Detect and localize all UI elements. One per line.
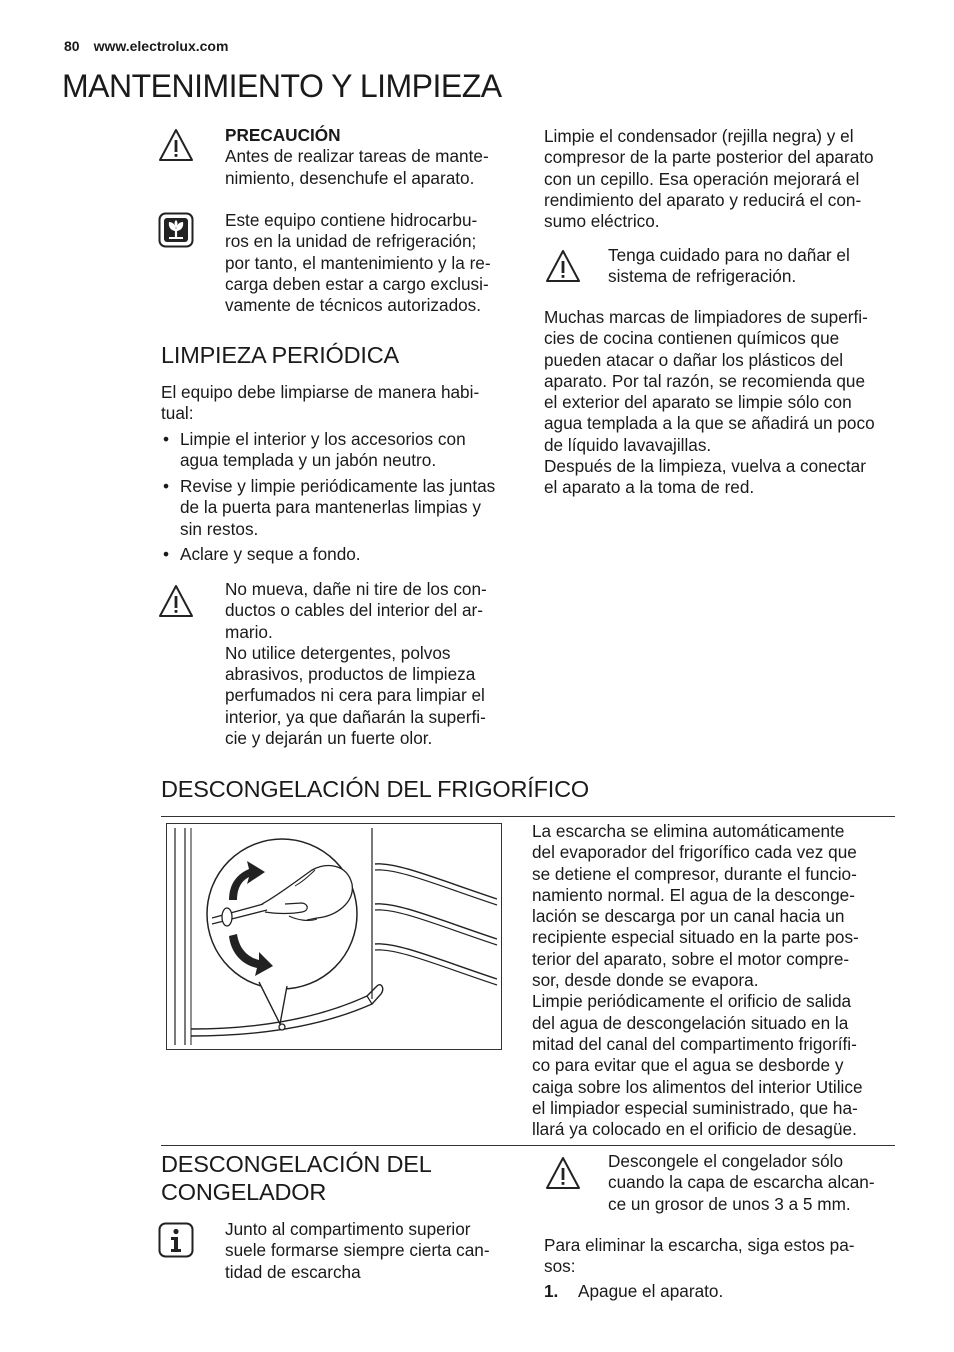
section-heading-periodic: LIMPIEZA PERIÓDICA bbox=[161, 342, 399, 368]
text-line: El equipo debe limpiarse de manera habi- bbox=[161, 382, 480, 402]
caution-line: nimiento, desenchufe el aparato. bbox=[225, 167, 475, 188]
text-line: suele formarse siempre cierta can- bbox=[225, 1240, 490, 1261]
illustration-drawing bbox=[167, 824, 501, 1049]
text-line: pueden atacar o dañar los plásticos del bbox=[544, 349, 844, 370]
text-line: el exterior del aparato se limpie sólo con bbox=[544, 392, 852, 413]
caution-line: Antes de realizar tareas de mante- bbox=[225, 146, 489, 167]
text-line: namiento normal. El agua de la desconge- bbox=[532, 884, 855, 905]
text-line: agua templada y un jabón neutro. bbox=[180, 450, 437, 471]
text-line: compresor de la parte posterior del aparato bbox=[544, 147, 874, 168]
step-text: Apague el aparato. bbox=[578, 1281, 724, 1301]
caution-title: PRECAUCIÓN bbox=[225, 125, 341, 145]
text-line: sin restos. bbox=[180, 518, 259, 539]
page-title: MANTENIMIENTO Y LIMPIEZA bbox=[62, 68, 502, 104]
text-line: co para evitar que el agua se desborde y bbox=[532, 1055, 844, 1076]
text-line: tidad de escarcha bbox=[225, 1261, 361, 1282]
bullet-mark: • bbox=[163, 544, 170, 565]
text-line: rendimiento del aparato y reducirá el con- bbox=[544, 189, 862, 210]
website-url[interactable]: www.electrolux.com bbox=[93, 38, 229, 54]
frost-info-notice bbox=[225, 1219, 520, 1283]
text-line: No mueva, dañe ni tire de los con- bbox=[225, 579, 487, 599]
text-line: carga deben estar a cargo exclusi- bbox=[225, 273, 489, 294]
cleaner-brands-notice bbox=[544, 307, 914, 499]
page-header bbox=[64, 38, 228, 54]
text-line: cie y dejarán un fuerte olor. bbox=[225, 728, 433, 749]
text-line: Después de la limpieza, vuelva a conectar bbox=[544, 456, 866, 477]
text-line: Descongele el congelador sólo bbox=[608, 1151, 844, 1171]
text-line: No utilice detergentes, polvos bbox=[225, 642, 451, 663]
info-icon bbox=[158, 1222, 194, 1258]
text-line: sor, desde donde se evapora. bbox=[532, 970, 759, 991]
text-line: del agua de descongelación situado en la bbox=[532, 1012, 849, 1033]
text-line: La escarcha se elimina automáticamente bbox=[532, 821, 845, 841]
steps-intro bbox=[544, 1235, 914, 1278]
text-line: abrasivos, productos de limpieza bbox=[225, 664, 476, 685]
defrost-steps-list bbox=[544, 1281, 914, 1302]
list-item bbox=[161, 429, 521, 472]
text-line: Limpie periódicamente el orificio de salida bbox=[532, 991, 852, 1012]
text-line: de líquido lavavajillas. bbox=[544, 434, 712, 455]
defrost-drain-illustration bbox=[166, 823, 502, 1050]
text-line: sistema de refrigeración. bbox=[608, 266, 797, 287]
text-line: de la puerta para mantenerlas limpias y bbox=[180, 497, 481, 518]
text-line: del evaporador del frigorífico cada vez que bbox=[532, 842, 857, 863]
text-line: sos: bbox=[544, 1256, 576, 1277]
hydrocarbon-notice bbox=[225, 210, 520, 316]
text-line: vamente de técnicos autorizados. bbox=[225, 295, 482, 316]
text-line: interior, ya que dañarán la superfi- bbox=[225, 706, 486, 727]
text-line: el limpiador especial suministrado, que ha- bbox=[532, 1097, 858, 1118]
text-line: lación se descarga por un canal hacia un bbox=[532, 906, 845, 927]
text-line: agua templada a la que se añadirá un poco bbox=[544, 413, 875, 434]
text-line: el aparato a la toma de red. bbox=[544, 477, 755, 498]
defrost-fridge-text bbox=[532, 821, 912, 1140]
text-line: Tenga cuidado para no dañar el bbox=[608, 245, 850, 265]
bullet-mark: • bbox=[163, 429, 170, 449]
heading-line: CONGELADOR bbox=[161, 1179, 327, 1205]
text-line: tual: bbox=[161, 403, 194, 424]
text-line: ros en la unidad de refrigeración; bbox=[225, 231, 477, 252]
text-line: con un cepillo. Esa operación mejorará el bbox=[544, 168, 860, 189]
heading-line: DESCONGELACIÓN DEL bbox=[161, 1151, 432, 1177]
section-heading-defrost-fridge: DESCONGELACIÓN DEL FRIGORÍFICO bbox=[161, 776, 589, 802]
warning-triangle-icon bbox=[158, 127, 194, 163]
text-line: terior del aparato, sobre el motor compre- bbox=[532, 948, 850, 969]
environment-plant-icon bbox=[158, 212, 194, 248]
section-divider bbox=[161, 816, 895, 817]
page-number: 80 bbox=[64, 38, 80, 54]
warning-triangle-icon bbox=[545, 1155, 581, 1191]
text-line: Limpie el interior y los accesorios con bbox=[180, 429, 466, 449]
text-line: ce un grosor de unos 3 a 5 mm. bbox=[608, 1193, 851, 1214]
text-line: llará ya colocado en el orificio de desagüe. bbox=[532, 1119, 857, 1140]
cleaning-bullet-list bbox=[161, 429, 521, 570]
condenser-instructions bbox=[544, 126, 914, 232]
warning-triangle-icon bbox=[158, 583, 194, 619]
text-line: sumo eléctrico. bbox=[544, 211, 660, 232]
text-line: caiga sobre los alimentos del interior Utilice bbox=[532, 1076, 863, 1097]
section-heading-defrost-freezer bbox=[161, 1150, 521, 1206]
text-line: ductos o cables del interior del ar- bbox=[225, 600, 483, 621]
text-line: Junto al compartimento superior bbox=[225, 1219, 471, 1239]
caution-block bbox=[225, 125, 515, 189]
list-item bbox=[544, 1281, 914, 1302]
text-line: cies de cocina contienen químicos que bbox=[544, 328, 840, 349]
periodic-intro bbox=[161, 382, 521, 425]
warning-do-not-move bbox=[225, 579, 520, 749]
refrigeration-warning bbox=[608, 245, 908, 288]
text-line: Aclare y seque a fondo. bbox=[180, 544, 361, 565]
text-line: por tanto, el mantenimiento y la re- bbox=[225, 252, 491, 273]
text-line: Para eliminar la escarcha, siga estos pa- bbox=[544, 1235, 855, 1255]
text-line: recipiente especial situado en la parte pos- bbox=[532, 927, 859, 948]
text-line: aparato. Por tal razón, se recomienda que bbox=[544, 370, 866, 391]
text-line: se detiene el compresor, durante el funcio- bbox=[532, 863, 857, 884]
warning-triangle-icon bbox=[545, 248, 581, 284]
text-line: perfumados ni cera para limpiar el bbox=[225, 685, 485, 706]
section-divider bbox=[161, 1145, 895, 1146]
list-item bbox=[161, 544, 521, 565]
text-line: cuando la capa de escarcha alcan- bbox=[608, 1172, 875, 1193]
text-line: Revise y limpie periódicamente las juntas bbox=[180, 476, 496, 497]
text-line: mitad del canal del compartimento frigorífi- bbox=[532, 1033, 857, 1054]
text-line: Este equipo contiene hidrocarbu- bbox=[225, 210, 478, 230]
text-line: mario. bbox=[225, 621, 273, 642]
text-line: Muchas marcas de limpiadores de superfi- bbox=[544, 307, 868, 327]
text-line: Limpie el condensador (rejilla negra) y el bbox=[544, 126, 854, 146]
list-item bbox=[161, 476, 521, 540]
bullet-mark: • bbox=[163, 476, 170, 497]
step-number: 1. bbox=[544, 1281, 559, 1301]
defrost-thickness-warning bbox=[608, 1151, 908, 1215]
